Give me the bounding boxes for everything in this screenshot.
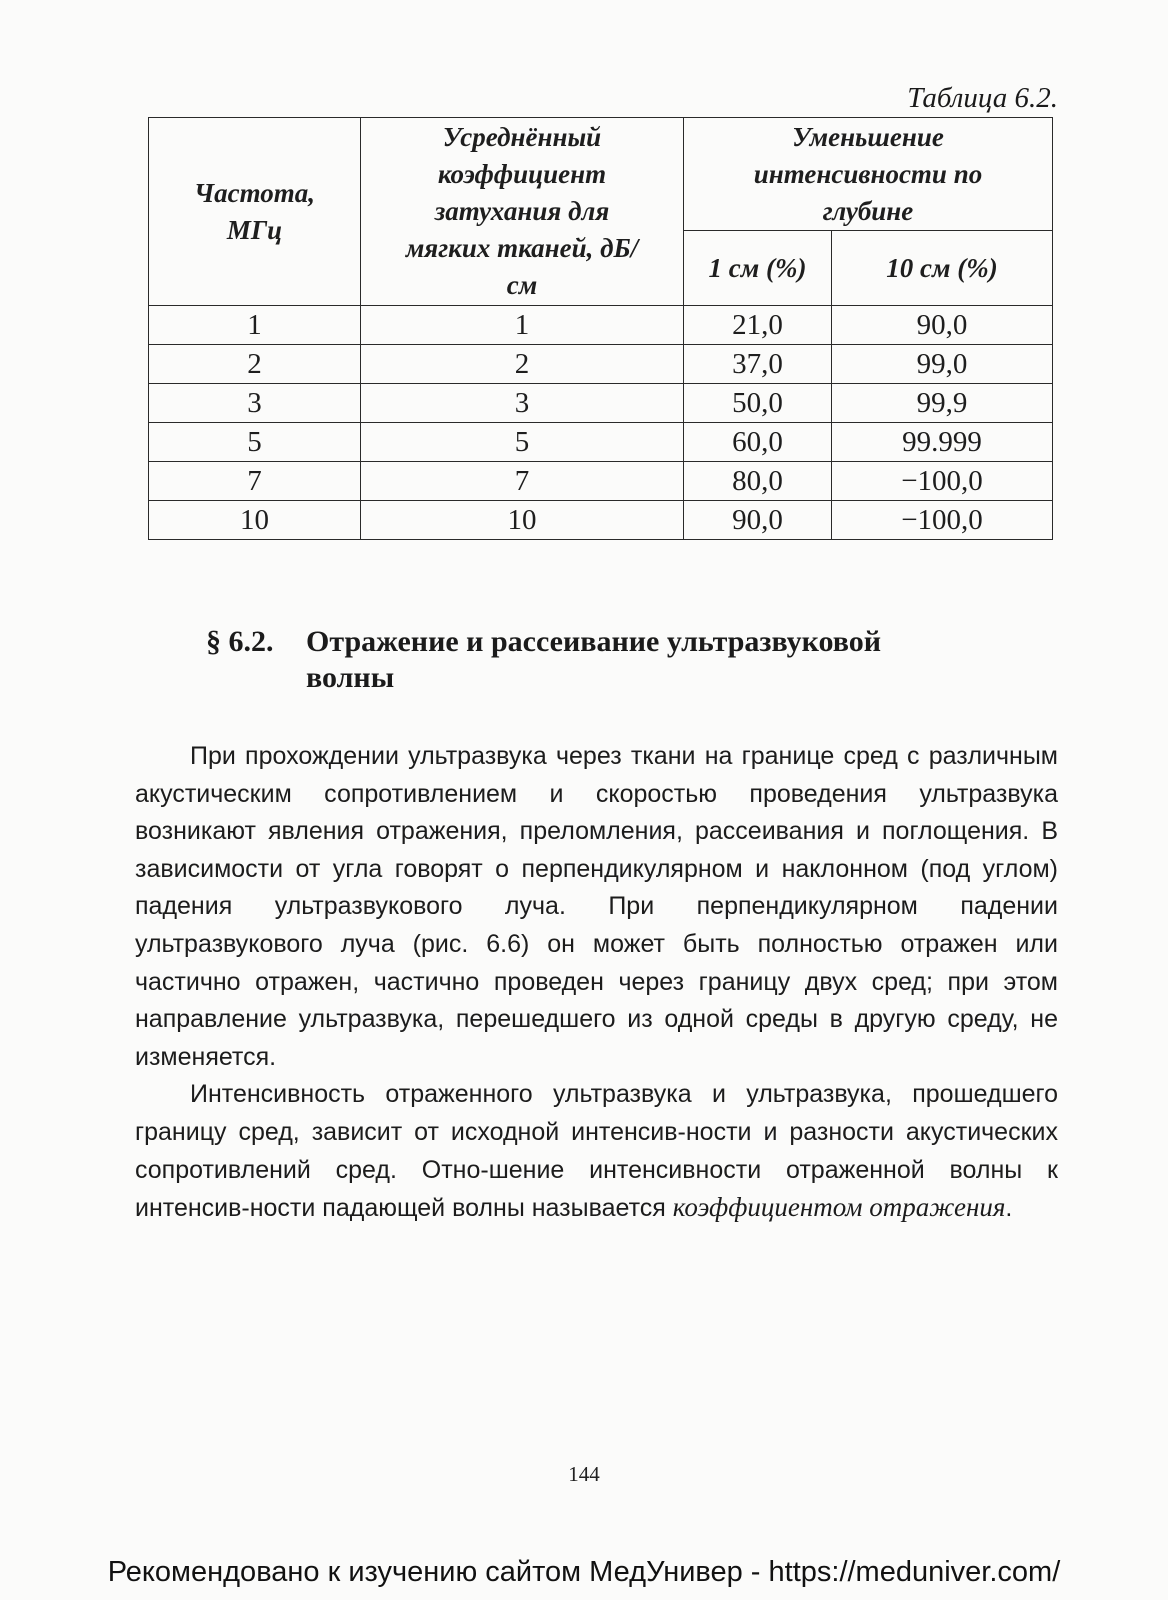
cell-depth-10cm: 90,0 [832, 306, 1053, 345]
footer-watermark: Рекомендовано к изучению сайтом МедУнивер - https://meduniver.com/ [107, 1556, 1061, 1588]
section-number: § 6.2. [206, 625, 274, 658]
table-row [149, 306, 1053, 345]
cell-coefficient: 7 [361, 462, 684, 501]
table-header-row [149, 118, 1053, 231]
cell-frequency: 1 [149, 306, 361, 345]
paragraph-2 [135, 1076, 1058, 1227]
section-heading [206, 624, 1086, 696]
table-row [149, 501, 1053, 540]
header-attenuation-text: Усреднённый коэффициент затухания для мягких тканей, дБ/см [405, 122, 639, 300]
cell-coefficient: 3 [361, 384, 684, 423]
header-reduction [684, 118, 1053, 231]
term-reflection-coefficient: коэффициентом отражения [672, 1192, 1006, 1223]
cell-frequency: 3 [149, 384, 361, 423]
cell-frequency: 7 [149, 462, 361, 501]
page-number: 144 [568, 1462, 600, 1486]
cell-coefficient: 10 [361, 501, 684, 540]
cell-frequency: 10 [149, 501, 361, 540]
header-frequency-text: Частота, МГц [193, 177, 316, 245]
cell-coefficient: 1 [361, 306, 684, 345]
header-reduction-text: Уменьшение интенсивности по глубине [753, 121, 983, 226]
cell-coefficient: 2 [361, 345, 684, 384]
cell-depth-10cm: 99,9 [832, 384, 1053, 423]
header-depth-10cm: 10 см (%) [832, 231, 1053, 306]
cell-depth-1cm: 50,0 [684, 384, 832, 423]
attenuation-table [148, 117, 1053, 540]
cell-depth-10cm: 99,0 [832, 345, 1053, 384]
cell-coefficient: 5 [361, 423, 684, 462]
cell-depth-1cm: 21,0 [684, 306, 832, 345]
table-caption: Таблица 6.2. [907, 82, 1058, 114]
cell-depth-1cm: 90,0 [684, 501, 832, 540]
cell-depth-1cm: 37,0 [684, 345, 832, 384]
header-frequency [149, 118, 361, 306]
table-row [149, 462, 1053, 501]
table-row [149, 384, 1053, 423]
paragraph-1: При прохождении ультразвука через ткани на границе сред с различным акустическим сопротивлением и скоростью проведения ультразвука возникают явления отражения, преломления, рассеивания и поглощения. В зависимости от угла говорят о перпендикулярном и наклонном (под углом) падения ультразвукового луча. При перпендикулярном падении ультразвукового луча (рис. 6.6) он может быть полностью отражен или частично отражен, частично проведен через границу двух сред; при этом направление ультразвука, перешедшего из одной среды в другую среду, не изменяется. [135, 742, 1058, 1071]
section-title-line1: Отражение и рассеивание ультразвуковой [306, 625, 882, 658]
table-row [149, 423, 1053, 462]
cell-depth-1cm: 80,0 [684, 462, 832, 501]
header-attenuation [361, 118, 684, 306]
header-depth-1cm: 1 см (%) [684, 231, 832, 306]
paragraph-2-end: . [1005, 1194, 1013, 1223]
section-title-line2: волны [306, 661, 395, 694]
body-text [135, 738, 1058, 1228]
cell-frequency: 5 [149, 423, 361, 462]
paragraph-2-text: Интенсивность отраженного ультразвука и ультразвука, прошедшего границу сред, зависит от исходной интенсив-ности и разности акустических сопротивлений сред. Отно-шение интенсивности отраженной волны к интенсив-ности падающей волны называется [135, 1080, 1058, 1223]
cell-depth-10cm: −100,0 [832, 501, 1053, 540]
cell-depth-10cm: −100,0 [832, 462, 1053, 501]
cell-depth-10cm: 99.999 [832, 423, 1053, 462]
cell-frequency: 2 [149, 345, 361, 384]
table-row [149, 345, 1053, 384]
cell-depth-1cm: 60,0 [684, 423, 832, 462]
